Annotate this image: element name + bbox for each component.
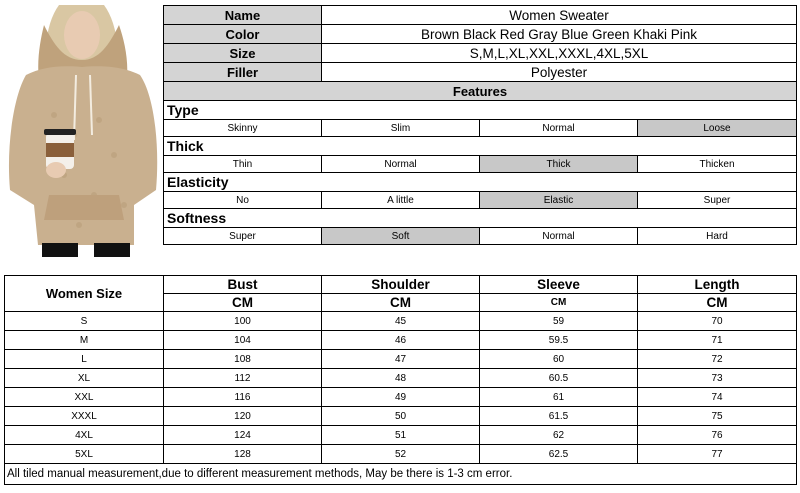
bust-cell: 104 [164,331,322,350]
option-cell: A little [322,192,480,209]
options-row-type [164,120,797,137]
option-cell: Slim [322,120,480,137]
bust-cell: 120 [164,407,322,426]
option-cell: Super [164,228,322,245]
shoulder-cell: 51 [322,426,480,445]
size-cell: 4XL [5,426,164,445]
bust-cell: 124 [164,426,322,445]
column-header-sleeve: Sleeve [480,276,638,294]
bust-cell: 116 [164,388,322,407]
category-row-thick [164,137,797,156]
shoulder-cell: 50 [322,407,480,426]
sleeve-cell: 62.5 [480,445,638,464]
table-row [5,407,797,426]
sleeve-cell: 59.5 [480,331,638,350]
table-row [5,445,797,464]
unit-label: CM [480,294,638,312]
sleeve-cell: 61 [480,388,638,407]
option-cell: Normal [480,228,638,245]
sleeve-cell: 60 [480,350,638,369]
option-cell: Thicken [638,156,797,173]
category-row-elasticity [164,173,797,192]
unit-label: CM [164,294,322,312]
option-cell: Normal [480,120,638,137]
spec-row-name [164,6,797,25]
spec-row-color [164,25,797,44]
options-row-softness [164,228,797,245]
option-cell: Skinny [164,120,322,137]
table-row [5,312,797,331]
shoulder-cell: 48 [322,369,480,388]
option-cell: Hard [638,228,797,245]
length-cell: 77 [638,445,797,464]
category-label: Elasticity [164,173,797,192]
table-row [5,388,797,407]
spec-value: Brown Black Red Gray Blue Green Khaki Pink [322,25,797,44]
length-cell: 75 [638,407,797,426]
table-row [5,369,797,388]
length-cell: 76 [638,426,797,445]
options-row-thick [164,156,797,173]
option-cell: Thin [164,156,322,173]
category-row-softness [164,209,797,228]
length-cell: 70 [638,312,797,331]
options-row-elasticity [164,192,797,209]
size-cell: M [5,331,164,350]
size-cell: XL [5,369,164,388]
product-spec-table [163,5,797,245]
table-row [5,331,797,350]
bust-cell: 108 [164,350,322,369]
category-label: Type [164,101,797,120]
shoulder-cell: 46 [322,331,480,350]
size-cell: XXL [5,388,164,407]
features-header: Features [164,82,797,101]
option-cell-selected: Soft [322,228,480,245]
bust-cell: 128 [164,445,322,464]
option-cell-selected: Loose [638,120,797,137]
column-header-shoulder: Shoulder [322,276,480,294]
size-column-header: Women Size [5,276,164,312]
option-cell: Super [638,192,797,209]
spec-key: Filler [164,63,322,82]
sleeve-cell: 59 [480,312,638,331]
unit-label: CM [638,294,797,312]
shoulder-cell: 47 [322,350,480,369]
table-row [5,350,797,369]
column-header-bust: Bust [164,276,322,294]
option-cell-selected: Elastic [480,192,638,209]
note-row [5,464,797,485]
spec-key: Color [164,25,322,44]
size-cell: S [5,312,164,331]
option-cell: No [164,192,322,209]
table-row [5,426,797,445]
spec-value: Polyester [322,63,797,82]
shoulder-cell: 49 [322,388,480,407]
sleeve-cell: 61.5 [480,407,638,426]
category-label: Softness [164,209,797,228]
sleeve-cell: 60.5 [480,369,638,388]
size-chart-table [4,275,797,485]
size-header-row [5,276,797,294]
sleeve-cell: 62 [480,426,638,445]
woman-in-sweater-illustration [4,5,162,257]
category-row-type [164,101,797,120]
spec-value: S,M,L,XL,XXL,XXXL,4XL,5XL [322,44,797,63]
shoulder-cell: 52 [322,445,480,464]
product-photo [4,5,162,257]
option-cell: Normal [322,156,480,173]
size-cell: 5XL [5,445,164,464]
measurement-note: All tiled manual measurement,due to different measurement methods, May be there is 1-3 cm error. [5,464,797,485]
spec-key: Name [164,6,322,25]
option-cell-selected: Thick [480,156,638,173]
spec-row-size [164,44,797,63]
length-cell: 74 [638,388,797,407]
unit-label: CM [322,294,480,312]
length-cell: 73 [638,369,797,388]
size-cell: L [5,350,164,369]
shoulder-cell: 45 [322,312,480,331]
features-header-row [164,82,797,101]
column-header-length: Length [638,276,797,294]
spec-row-filler [164,63,797,82]
size-cell: XXXL [5,407,164,426]
length-cell: 72 [638,350,797,369]
spec-value: Women Sweater [322,6,797,25]
length-cell: 71 [638,331,797,350]
category-label: Thick [164,137,797,156]
spec-key: Size [164,44,322,63]
bust-cell: 100 [164,312,322,331]
bust-cell: 112 [164,369,322,388]
